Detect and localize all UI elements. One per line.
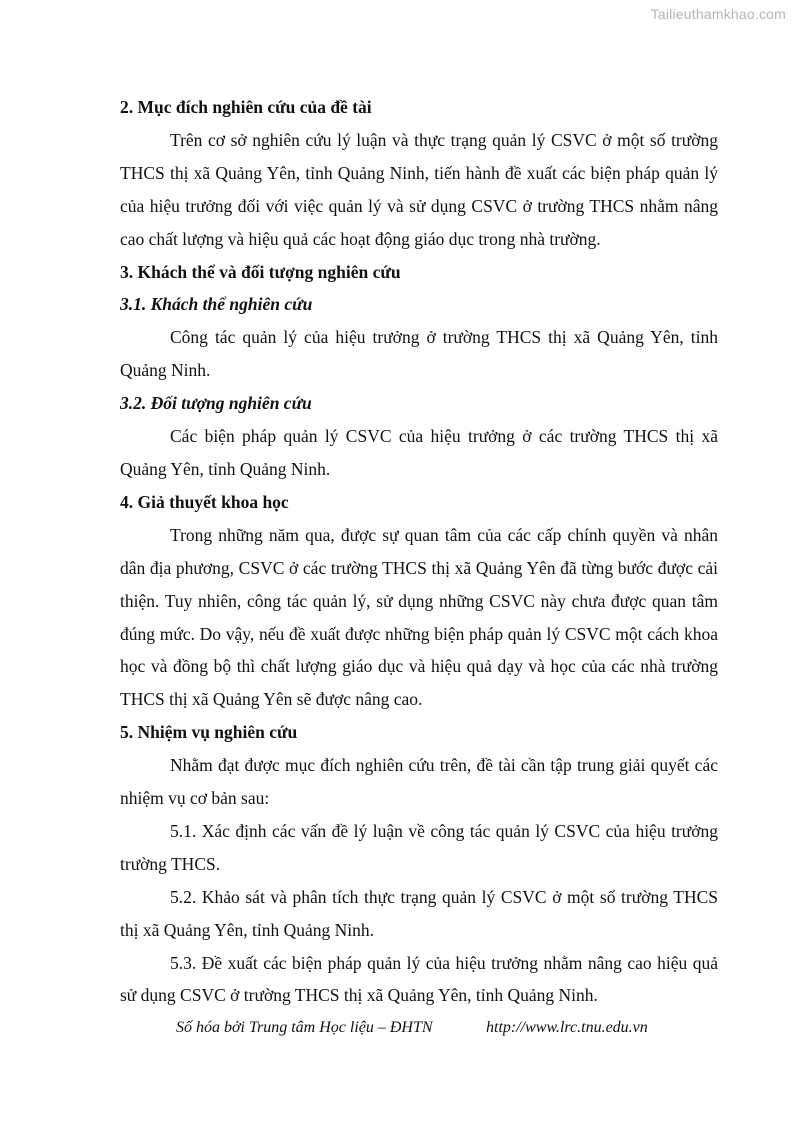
- subsection-heading: 3.2. Đối tượng nghiên cứu: [120, 393, 312, 414]
- paragraph: Trên cơ sở nghiên cứu lý luận và thực trạng quản lý CSVC ở một số trường THCS thị xã Quảng Yên, tỉnh Quảng Ninh, tiến hành đề xuất các biện pháp quản lý của hiệu trưởng đối với việc quản lý và sử dụng CSVC ở trường THCS nhằm nâng cao chất lượng và hiệu quả các hoạt động giáo dục trong nhà trường.: [120, 129, 718, 249]
- paragraph: Các biện pháp quản lý CSVC của hiệu trưởng ở các trường THCS thị xã Quảng Yên, tỉnh Quảng Ninh.: [120, 426, 718, 479]
- paragraph: Công tác quản lý của hiệu trưởng ở trường THCS thị xã Quảng Yên, tỉnh Quảng Ninh.: [120, 327, 718, 381]
- task-item: 5.2. Khảo sát và phân tích thực trạng quản lý CSVC ở một số trường THCS thị xã Quảng Yên, tỉnh Quảng Ninh.: [120, 886, 718, 940]
- footer-digitized-by: Số hóa bởi Trung tâm Học liệu – ĐHTN: [176, 1019, 433, 1036]
- section-heading: 4. Giả thuyết khoa học: [120, 491, 289, 512]
- task-item: 5.1. Xác định các vấn đề lý luận về công tác quản lý CSVC của hiệu trưởng trường THCS.: [120, 820, 718, 874]
- subsection-heading: 3.1. Khách thể nghiên cứu: [120, 294, 313, 315]
- task-item: 5.3. Đề xuất các biện pháp quản lý của hiệu trưởng nhằm nâng cao hiệu quả sử dụng CSVC ở trường THCS thị xã Quảng Yên, tỉnh Quảng Ninh.: [120, 952, 718, 1006]
- document-body: [120, 91, 718, 1012]
- section-heading: 5. Nhiệm vụ nghiên cứu: [120, 722, 298, 743]
- watermark-text: Tailieuthamkhao.com: [650, 6, 786, 22]
- paragraph: Nhằm đạt được mục đích nghiên cứu trên, đề tài cần tập trung giải quyết các nhiệm vụ cơ bản sau:: [120, 755, 718, 809]
- footer-url[interactable]: http://www.lrc.tnu.edu.vn: [486, 1019, 648, 1036]
- section-heading: 3. Khách thể và đối tượng nghiên cứu: [120, 261, 401, 282]
- section-heading: 2. Mục đích nghiên cứu của đề tài: [120, 97, 372, 117]
- paragraph: Trong những năm qua, được sự quan tâm của các cấp chính quyền và nhân dân địa phương, CSVC ở các trường THCS thị xã Quảng Yên đã từng bước được cải thiện. Tuy nhiên, công tác quản lý, sử dụng những CSVC này chưa được quan tâm đúng mức. Do vậy, nếu đề xuất được những biện pháp quản lý CSVC một cách khoa học và đồng bộ thì chất lượng giáo dục và hiệu quả dạy và học của các nhà trường THCS thị xã Quảng Yên sẽ được nâng cao.: [120, 524, 718, 710]
